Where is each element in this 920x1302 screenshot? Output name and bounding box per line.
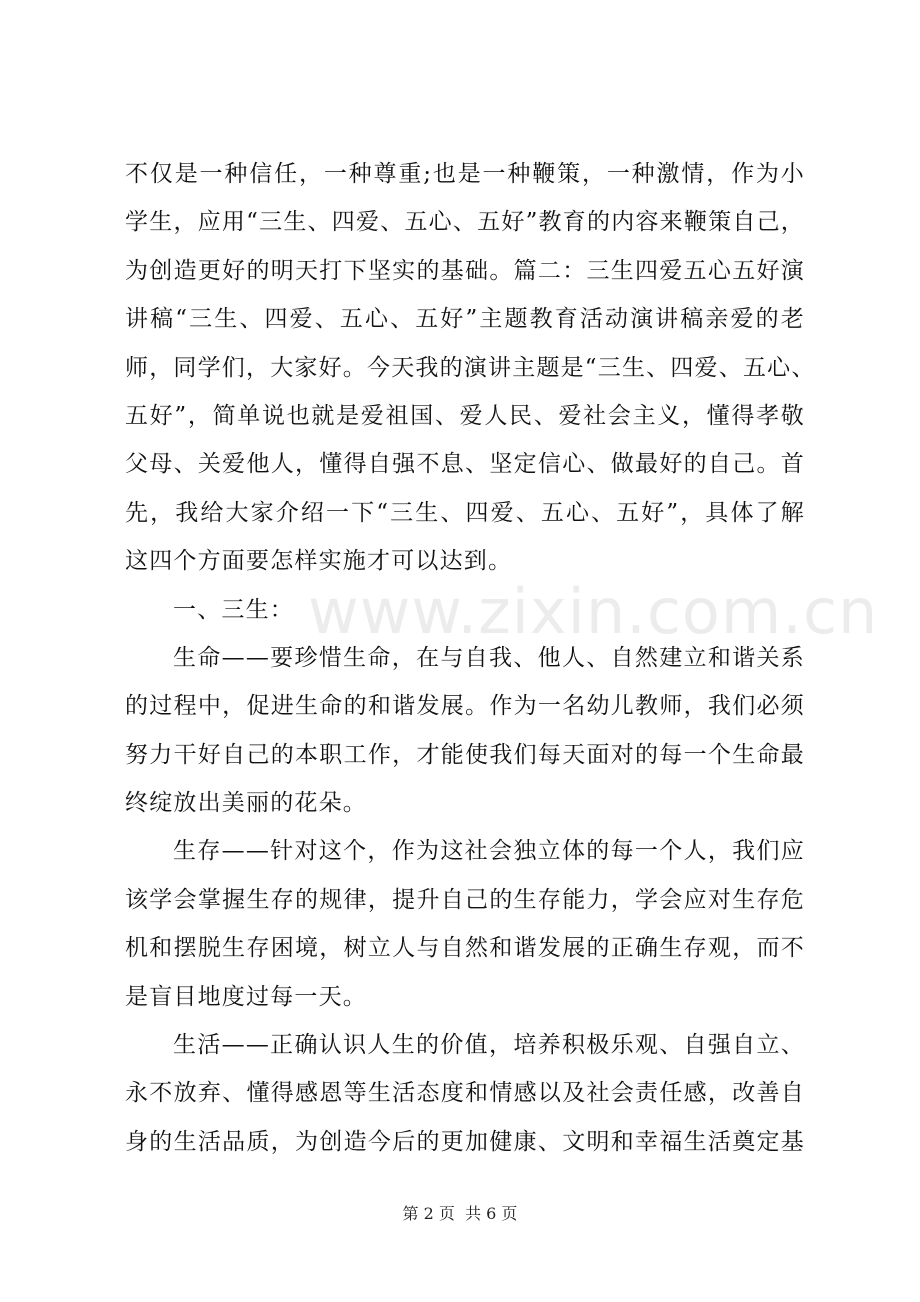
document-body: [125, 150, 816, 1166]
text-line: 学生，应用“三生、四爱、五心、五好”教育的内容来鞭策自己，: [125, 209, 805, 236]
text-line: 为创造更好的明天打下坚实的基础。篇二：三生四爱五心五好演: [125, 257, 805, 284]
text-line: 永不放弃、懂得感恩等生活态度和情感以及社会责任感，改善自: [125, 1080, 805, 1107]
paragraph-first-line: 生活——正确认识人生的价值，培养积极乐观、自强自立、: [173, 1032, 805, 1059]
text-line: 父母、关爱他人，懂得自强不息、坚定信心、做最好的自己。首: [125, 451, 805, 478]
text-line: 努力干好自己的本职工作，才能使我们每天面对的每一个生命最: [125, 741, 805, 768]
text-line: 师，同学们，大家好。今天我的演讲主题是“三生、四爱、五心、: [125, 354, 816, 381]
page-number-footer: 第 2 页 共 6 页: [402, 1204, 518, 1223]
text-line: 先，我给大家介绍一下“三生、四爱、五心、五好”，具体了解: [125, 499, 805, 526]
text-line: 机和摆脱生存困境，树立人与自然和谐发展的正确生存观，而不: [125, 935, 805, 962]
section-heading: 一、三生：: [173, 596, 294, 623]
text-line: 这四个方面要怎样实施才可以达到。: [125, 548, 513, 575]
paragraph-first-line: 生存——针对这个，作为这社会独立体的每一个人，我们应: [173, 838, 805, 865]
text-line: 不仅是一种信任，一种尊重;也是一种鞭策，一种激情，作为小: [125, 161, 805, 187]
paragraph-first-line: 生命——要珍惜生命，在与自我、他人、自然建立和谐关系: [173, 644, 805, 671]
watermark: www.zixin.com.cn: [308, 575, 879, 648]
text-line: 的过程中，促进生命的和谐发展。作为一名幼儿教师，我们必须: [125, 693, 805, 720]
text-line: 是盲目地度过每一天。: [125, 983, 367, 1010]
text-line: 该学会掌握生存的规律，提升自己的生存能力，学会应对生存危: [125, 886, 805, 913]
text-line: 五好”，简单说也就是爱祖国、爱人民、爱社会主义，懂得孝敬: [125, 402, 805, 429]
text-line: 终绽放出美丽的花朵。: [125, 790, 367, 817]
text-line: 身的生活品质，为创造今后的更加健康、文明和幸福生活奠定基: [125, 1128, 805, 1155]
text-line: 讲稿“三生、四爱、五心、五好”主题教育活动演讲稿亲爱的老: [125, 306, 805, 333]
